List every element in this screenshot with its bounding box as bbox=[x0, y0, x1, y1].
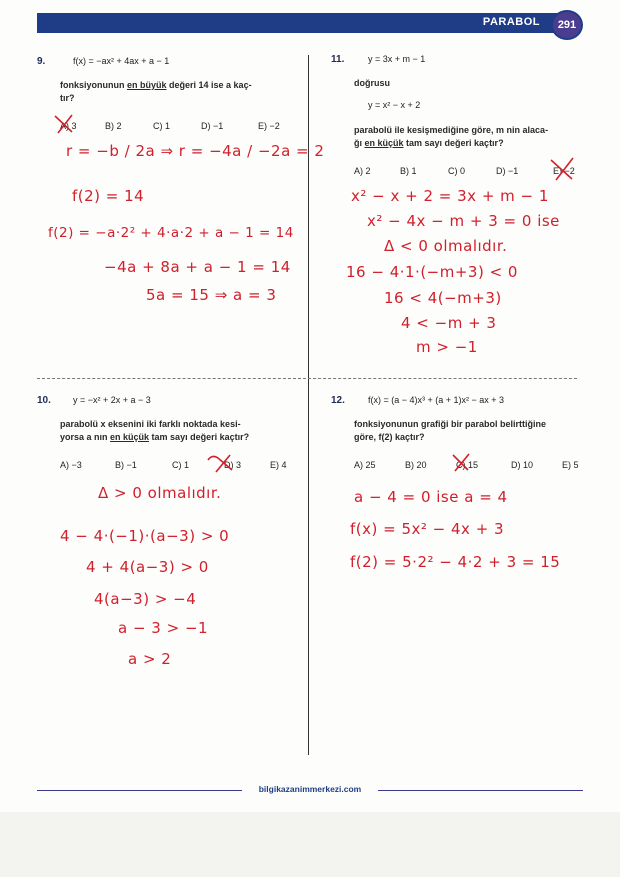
section-title: PARABOL bbox=[482, 16, 540, 28]
question-10-text bbox=[60, 418, 249, 444]
q12-option-b[interactable]: B) 20 bbox=[405, 460, 427, 470]
q9-work-line-3: f(2) = −a·2² + 4·a·2 + a − 1 = 14 bbox=[48, 225, 294, 241]
q11-work-line-7: m > −1 bbox=[416, 338, 478, 356]
q10-work-line-6: a > 2 bbox=[128, 650, 172, 668]
q9-option-c[interactable]: C) 1 bbox=[153, 121, 171, 131]
footer-website[interactable]: bilgikazanimmerkezi.com bbox=[258, 784, 362, 794]
q10-work-line-5: a − 3 > −1 bbox=[118, 619, 209, 637]
q12-option-e[interactable]: E) 5 bbox=[562, 460, 579, 470]
q12-work-line-3: f(2) = 5·2² − 4·2 + 3 = 15 bbox=[350, 553, 561, 571]
question-9-options bbox=[60, 121, 300, 133]
question-9-formula: f(x) = −ax² + 4ax + a − 1 bbox=[73, 56, 170, 66]
question-11-text-c: tam sayı değeri kaçtır? bbox=[403, 138, 504, 148]
page-number-badge: 291 bbox=[551, 10, 583, 40]
question-11-text-emph: en küçük bbox=[364, 138, 404, 148]
q10-work-line-4: 4(a−3) > −4 bbox=[94, 590, 197, 608]
q11-work-line-1: x² − x + 2 = 3x + m − 1 bbox=[351, 187, 549, 205]
q12-option-c[interactable]: C) 15 bbox=[456, 460, 479, 470]
question-10-options bbox=[60, 460, 300, 472]
scan-margin bbox=[0, 812, 620, 877]
q11-answer-cross-mark bbox=[548, 155, 578, 183]
question-11-text-a: parabolü ile kesişmediğine göre, m nin alaca- bbox=[354, 125, 549, 135]
q11-work-line-2: x² − 4x − m + 3 = 0 ise bbox=[367, 212, 560, 230]
question-9-number: 9. bbox=[37, 56, 46, 67]
question-9-text-c: tır? bbox=[60, 93, 75, 103]
q9-answer-cross-mark bbox=[52, 112, 78, 136]
q9-work-line-5: 5a = 15 ⇒ a = 3 bbox=[146, 286, 277, 304]
q10-work-line-1: Δ > 0 olmalıdır. bbox=[98, 484, 222, 502]
question-9-text-a: fonksiyonunun bbox=[60, 80, 127, 90]
q10-option-e[interactable]: E) 4 bbox=[270, 460, 287, 470]
column-divider bbox=[308, 55, 309, 755]
question-12-text-b: göre, f(2) kaçtır? bbox=[354, 432, 425, 442]
q10-option-a[interactable]: A) −3 bbox=[60, 460, 82, 470]
q11-option-c[interactable]: C) 0 bbox=[448, 166, 466, 176]
q11-work-line-4: 16 − 4·1·(−m+3) < 0 bbox=[346, 263, 518, 281]
q10-option-b[interactable]: B) −1 bbox=[115, 460, 137, 470]
q11-work-line-3: Δ < 0 olmalıdır. bbox=[384, 237, 508, 255]
q11-work-line-5: 16 < 4(−m+3) bbox=[384, 289, 502, 307]
q9-option-b[interactable]: B) 2 bbox=[105, 121, 122, 131]
question-11-number: 11. bbox=[331, 54, 345, 65]
question-12-formula: f(x) = (a − 4)x³ + (a + 1)x² − ax + 3 bbox=[368, 395, 505, 405]
question-12-number: 12. bbox=[331, 395, 345, 406]
q10-work-line-2: 4 − 4·(−1)·(a−3) > 0 bbox=[60, 527, 230, 545]
question-11-line2: doğrusu bbox=[354, 78, 390, 88]
q11-work-line-6: 4 < −m + 3 bbox=[401, 314, 497, 332]
q12-work-line-2: f(x) = 5x² − 4x + 3 bbox=[350, 520, 505, 538]
row-divider bbox=[37, 378, 577, 379]
q12-work-line-1: a − 4 = 0 ise a = 4 bbox=[354, 488, 508, 506]
question-9-text-emph: en büyük bbox=[127, 80, 167, 90]
question-11-text-b: ğı bbox=[354, 138, 365, 148]
question-9-text-b: değeri 14 ise a kaç- bbox=[166, 80, 252, 90]
q10-option-c[interactable]: C) 1 bbox=[172, 460, 190, 470]
q11-option-a[interactable]: A) 2 bbox=[354, 166, 371, 176]
q9-work-line-2: f(2) = 14 bbox=[72, 187, 145, 205]
question-12-text-a: fonksiyonunun grafiği bir parabol belirttiğine bbox=[354, 419, 547, 429]
q11-option-d[interactable]: D) −1 bbox=[496, 166, 519, 176]
q12-option-a[interactable]: A) 25 bbox=[354, 460, 376, 470]
q12-option-d[interactable]: D) 10 bbox=[511, 460, 534, 470]
question-10-text-b: yorsa a nın bbox=[60, 432, 111, 442]
question-11-parabola: y = x² − x + 2 bbox=[368, 100, 421, 110]
q9-option-d[interactable]: D) −1 bbox=[201, 121, 224, 131]
q11-option-b[interactable]: B) 1 bbox=[400, 166, 417, 176]
question-11-formula: y = 3x + m − 1 bbox=[368, 54, 426, 64]
q9-option-a[interactable]: A) 3 bbox=[60, 121, 77, 131]
q11-option-e[interactable]: E) −2 bbox=[553, 166, 575, 176]
q10-answer-cross-mark bbox=[206, 452, 236, 474]
q12-answer-cross-mark bbox=[450, 451, 474, 473]
question-10-formula: y = −x² + 2x + a − 3 bbox=[73, 395, 151, 405]
question-10-text-c: tam sayı değeri kaçtır? bbox=[149, 432, 250, 442]
q9-work-line-1: r = −b / 2a ⇒ r = −4a / −2a = 2 bbox=[66, 142, 325, 160]
question-10-number: 10. bbox=[37, 395, 51, 406]
question-12-options bbox=[354, 460, 594, 472]
question-10-text-emph: en küçük bbox=[110, 432, 150, 442]
q10-option-d[interactable]: D) 3 bbox=[224, 460, 242, 470]
question-11-text bbox=[354, 124, 548, 150]
q9-option-e[interactable]: E) −2 bbox=[258, 121, 280, 131]
q9-work-line-4: −4a + 8a + a − 1 = 14 bbox=[104, 258, 291, 276]
question-12-text bbox=[354, 418, 546, 444]
question-9-text bbox=[60, 79, 252, 105]
question-10-text-a: parabolü x eksenini iki farklı noktada kesi- bbox=[60, 419, 241, 429]
q10-work-line-3: 4 + 4(a−3) > 0 bbox=[86, 558, 209, 576]
